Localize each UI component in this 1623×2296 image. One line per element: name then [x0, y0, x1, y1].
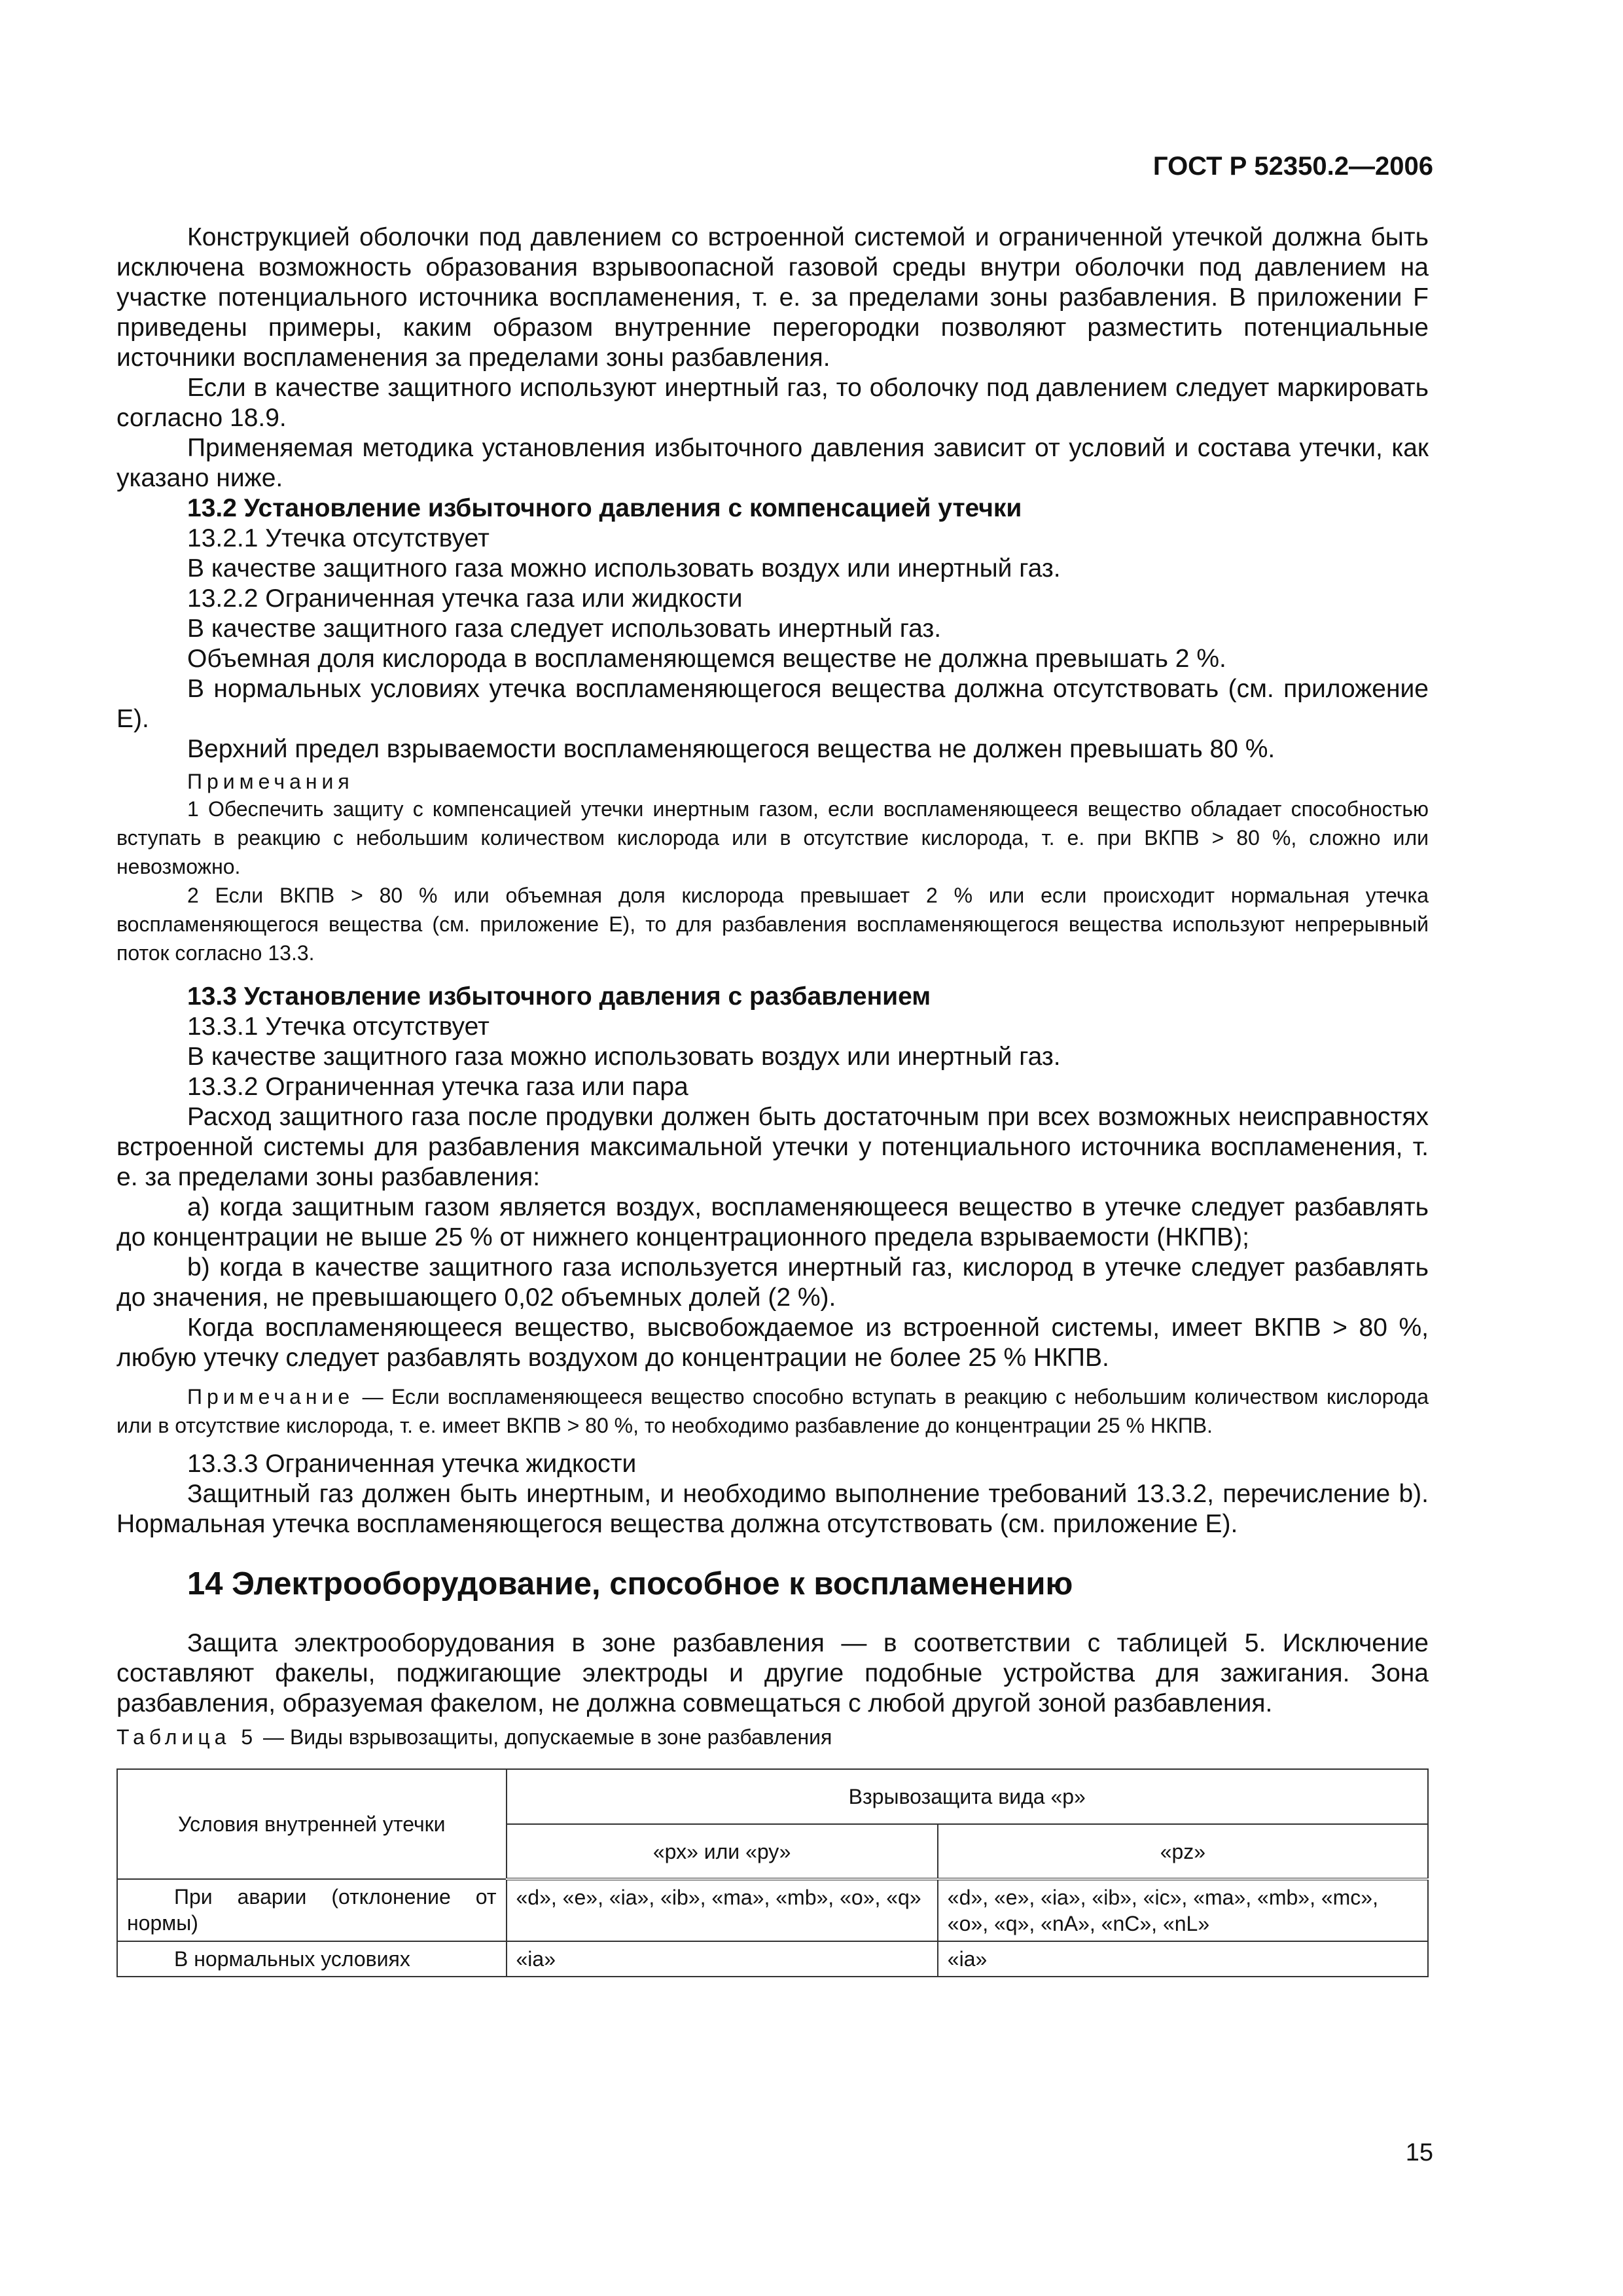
notes-heading: Примечания	[187, 770, 354, 793]
table-cell-px: «d», «е», «ia», «ib», «ma», «mb», «о», «q»	[507, 1879, 938, 1941]
paragraph: Объемная доля кислорода в воспламеняющемся веществе не должна превышать 2 %.	[187, 645, 1226, 673]
paragraph: Защитный газ должен быть инертным, и необходимо выполнение требований 13.3.2, перечисление b). Нормальная утечка воспламеняющегося вещества должна отсутствовать (см. приложение Е).	[116, 1480, 1429, 1538]
section-heading-13-3: 13.3 Установление избыточного давления с разбавлением	[187, 982, 931, 1011]
table-caption-label: Таблица 5	[116, 1725, 258, 1749]
paragraph: В качестве защитного газа следует использовать инертный газ.	[187, 615, 942, 643]
list-item-a: a) когда защитным газом является воздух, воспламеняющееся вещество в утечке следует разбавлять до концентрации не выше 25 % от нижнего концентрационного предела взрываемости (НКПВ);	[116, 1193, 1429, 1251]
subsection-heading: 13.3.2 Ограниченная утечка газа или пара	[187, 1073, 688, 1101]
list-item-b: b) когда в качестве защитного газа используется инертный газ, кислород в утечке следует разбавлять до значения, не превышающего 0,02 объемных долей (2 %).	[116, 1253, 1429, 1312]
header-protection-group: Взрывозащита вида «р»	[507, 1769, 1429, 1824]
paragraph: Применяемая методика установления избыточного давления зависит от условий и состава утечки, как указано ниже.	[116, 434, 1429, 492]
table-cell-condition: При аварии (отклонение от нормы)	[117, 1879, 507, 1941]
section-heading-14: 14 Электрооборудование, способное к воспламенению	[187, 1566, 1073, 1602]
subsection-heading: 13.3.1 Утечка отсутствует	[187, 1013, 490, 1041]
paragraph: Расход защитного газа после продувки должен быть достаточным при всех возможных неисправностях встроенной системы для разбавления максимальной утечки у потенциального источника воспламенения, т. е. за пределами зоны разбавления:	[116, 1103, 1429, 1191]
paragraph: В нормальных условиях утечка воспламеняющегося вещества должна отсутствовать (см. приложение Е).	[116, 675, 1429, 733]
header-conditions: Условия внутренней утечки	[117, 1769, 507, 1879]
header-pz: «pz»	[938, 1824, 1428, 1879]
page-number: 15	[1405, 2139, 1433, 2166]
section-heading-13-2: 13.2 Установление избыточного давления с компенсацией утечки	[187, 494, 1022, 522]
document-header: ГОСТ Р 52350.2—2006	[1152, 152, 1433, 181]
subsection-heading: 13.2.2 Ограниченная утечка газа или жидкости	[187, 584, 743, 613]
note-item: 2 Если ВКПВ > 80 % или объемная доля кислорода превышает 2 % или если происходит нормальная утечка воспламеняющегося вещества (см. приложение Е), то для разбавления воспламеняющегося вещества используют непрерывный поток согласно 13.3.	[116, 884, 1429, 965]
paragraph: Верхний предел взрываемости воспламеняющегося вещества не должен превышать 80 %.	[187, 735, 1275, 763]
paragraph: Защита электрооборудования в зоне разбавления — в соответствии с таблицей 5. Исключение составляют факелы, поджигающие электроды и другие подобные устройства для зажигания. Зона разбавления, образуемая факелом, не должна совмещаться с любой другой зоной разбавления.	[116, 1629, 1429, 1717]
table-cell-pz: «d», «е», «ia», «ib», «ic», «ma», «mb», «mc», «о», «q», «nA», «nC», «nL»	[938, 1879, 1428, 1941]
subsection-heading: 13.3.3 Ограниченная утечка жидкости	[187, 1450, 637, 1478]
protection-types-table	[116, 1768, 1429, 1977]
paragraph: В качестве защитного газа можно использовать воздух или инертный газ.	[187, 554, 1061, 583]
note-label: Примечание	[187, 1385, 355, 1408]
table-cell-pz: «ia»	[938, 1941, 1428, 1977]
table-cell-condition: В нормальных условиях	[117, 1941, 507, 1977]
note-item: 1 Обеспечить защиту с компенсацией утечки инертным газом, если воспламеняющееся вещество обладает способностью вступать в реакцию с небольшим количеством кислорода или в отсутствие кислорода, т. е. при ВКПВ > 80 %, сложно или невозможно.	[116, 797, 1429, 878]
note-inline	[116, 1382, 1429, 1440]
subsection-heading: 13.2.1 Утечка отсутствует	[187, 524, 490, 552]
paragraph: В качестве защитного газа можно использовать воздух или инертный газ.	[187, 1043, 1061, 1071]
paragraph: Если в качестве защитного используют инертный газ, то оболочку под давлением следует маркировать согласно 18.9.	[116, 374, 1429, 432]
header-px-py: «рх» или «ру»	[507, 1824, 938, 1879]
page-content	[116, 223, 1429, 1977]
paragraph: Когда воспламеняющееся вещество, высвобождаемое из встроенной системы, имеет ВКПВ > 80 %, любую утечку следует разбавлять воздухом до концентрации не более 25 % НКПВ.	[116, 1314, 1429, 1372]
table-cell-px: «ia»	[507, 1941, 938, 1977]
table-row	[117, 1879, 1428, 1941]
table-caption-text: — Виды взрывозащиты, допускаемые в зоне разбавления	[257, 1725, 832, 1749]
note-text: — Если воспламеняющееся вещество способно вступать в реакцию с небольшим количеством кислорода или в отсутствие кислорода, т. е. имеет ВКПВ > 80 %, то необходимо разбавление до концентрации 25 % НКПВ.	[116, 1385, 1429, 1437]
table-row	[117, 1941, 1428, 1977]
paragraph: Конструкцией оболочки под давлением со встроенной системой и ограниченной утечкой должна быть исключена возможность образования взрывоопасной газовой среды внутри оболочки под давлением на участке потенциального источника воспламенения, т. е. за пределами зоны разбавления. В приложении F приведены примеры, каким образом внутренние перегородки позволяют разместить потенциальные источники воспламенения за пределами зоны разбавления.	[116, 223, 1429, 372]
table-caption	[116, 1724, 1429, 1750]
